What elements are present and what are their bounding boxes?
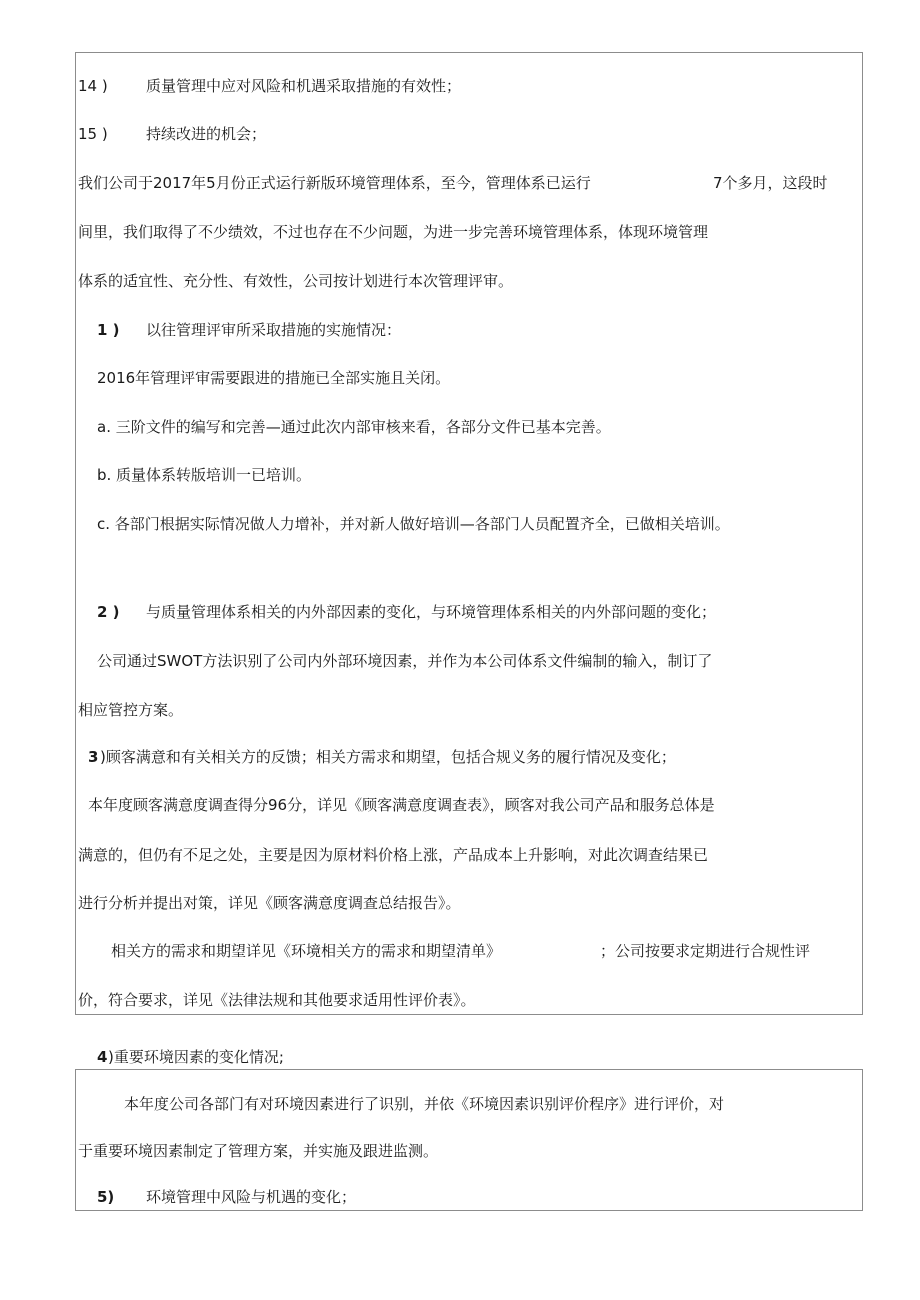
section-text: 进行分析并提出对策，详见《顾客满意度调查总结报告》。 <box>78 894 461 912</box>
section-text: 公司通过SWOT方法识别了公司内外部环境因素，并作为本公司体系文件编制的输入，制订了 <box>97 652 713 670</box>
item-text: 持续改进的机会； <box>146 125 267 143</box>
item-text: 质量管理中应对风险和机遇采取措施的有效性； <box>146 77 462 95</box>
section-title: 以往管理评审所采取措施的实施情况： <box>146 321 402 339</box>
intro-line: 我们公司于2017年5月份正式运行新版环境管理体系，至今，管理体系已运行 <box>78 174 591 192</box>
section-number: 3 <box>88 748 99 766</box>
section-text: ；公司按要求定期进行合规性评 <box>600 942 811 960</box>
intro-line: 7个多月，这段时 <box>713 174 828 192</box>
section-text: 本年度公司各部门有对环境因素进行了识别，并依《环境因素识别评价程序》进行评价，对 <box>124 1095 725 1113</box>
list-item: c. 各部门根据实际情况做人力增补，并对新人做好培训—各部门人员配置齐全，已做相关培训。 <box>97 515 730 533</box>
item-number: 14 ) <box>78 77 108 95</box>
section-number: 2 ) <box>97 603 120 621</box>
intro-line: 体系的适宜性、充分性、有效性，公司按计划进行本次管理评审。 <box>78 272 514 290</box>
section-text: 2016年管理评审需要跟进的措施已全部实施且关闭。 <box>97 369 451 387</box>
section-number: 1 ) <box>97 321 120 339</box>
section-text: 满意的，但仍有不足之处，主要是因为原材料价格上涨，产品成本上升影响，对此次调查结果已 <box>78 846 709 864</box>
section-text: 本年度顾客满意度调查得分96分，详见《顾客满意度调查表》，顾客对我公司产品和服务总体是 <box>88 796 715 814</box>
section-text: 相应管控方案。 <box>78 701 184 719</box>
section-title: 与质量管理体系相关的内外部因素的变化，与环境管理体系相关的内外部问题的变化； <box>146 603 717 621</box>
section-number: 5) <box>97 1188 115 1206</box>
intro-line: 间里，我们取得了不少绩效，不过也存在不少问题，为进一步完善环境管理体系，体现环境管理 <box>78 223 709 241</box>
section-title: 环境管理中风险与机遇的变化； <box>146 1188 357 1206</box>
section-number: 4 <box>97 1048 108 1066</box>
section-text: 相关方的需求和期望详见《环境相关方的需求和期望清单》 <box>111 942 502 960</box>
section-title: )重要环境因素的变化情况; <box>108 1048 284 1066</box>
list-item: b. 质量体系转版培训一已培训。 <box>97 466 312 484</box>
item-number: 15 ) <box>78 125 108 143</box>
list-item: a. 三阶文件的编写和完善—通过此次内部审核来看，各部分文件已基本完善。 <box>97 418 611 436</box>
section-title: )顾客满意和有关相关方的反馈；相关方需求和期望，包括合规义务的履行情况及变化； <box>100 748 676 766</box>
section-text: 于重要环境因素制定了管理方案，并实施及跟进监测。 <box>78 1142 439 1160</box>
section-text: 价，符合要求，详见《法律法规和其他要求适用性评价表》。 <box>78 991 476 1009</box>
